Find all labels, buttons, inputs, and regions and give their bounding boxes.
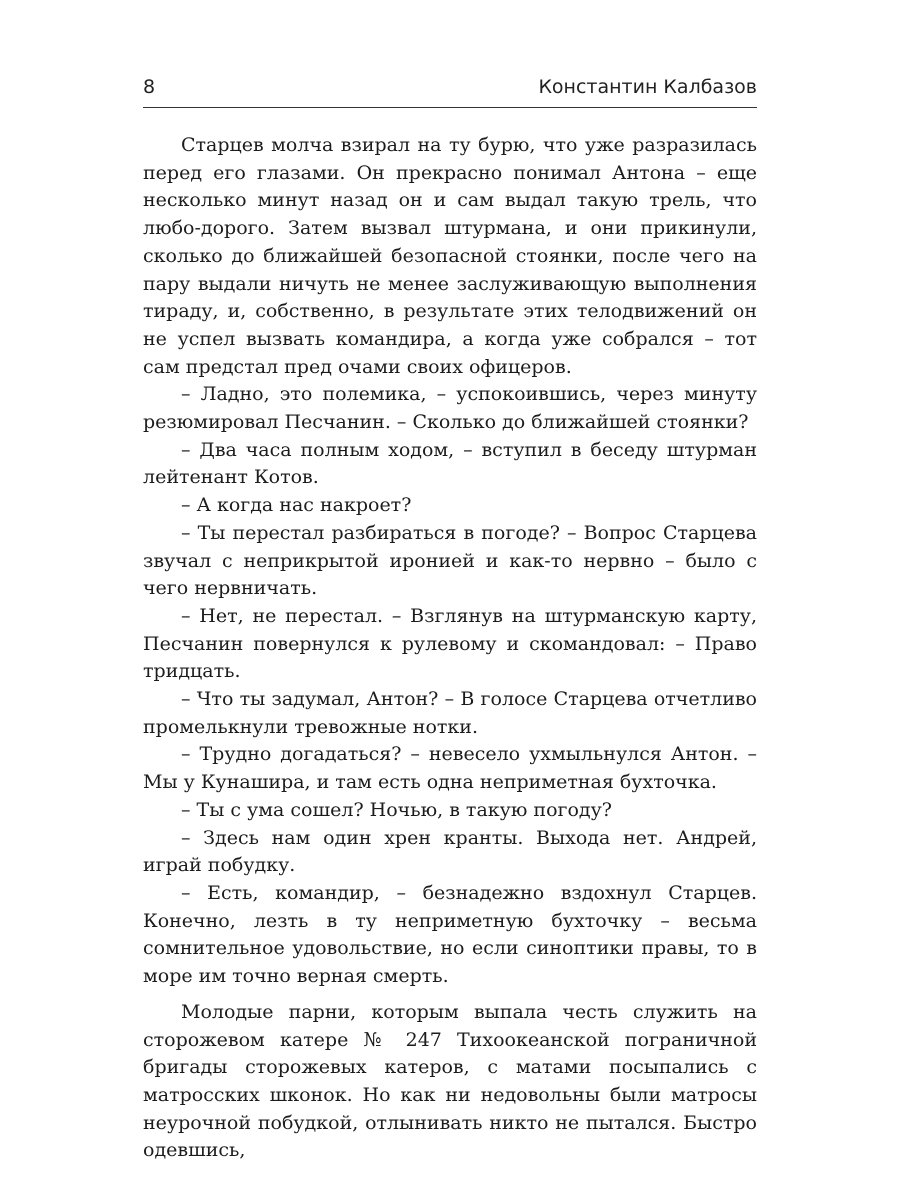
body-text <box>143 132 757 1165</box>
paragraph-6: – Нет, не перестал. – Взглянув на штурманскую карту, Песчанин повернулся к рулевому и скомандовал: – Право тридцать. <box>143 604 757 683</box>
paragraph-11: – Есть, командир, – безнадежно вздохнул Старцев. Конечно, лезть в ту неприметную бухточку – весьма сомнительное удовольствие, но если синоптики правы, то в море им точно верная смерть. <box>143 881 757 988</box>
paragraph-10: – Здесь нам один хрен кранты. Выхода нет. Андрей, играй побудку. <box>143 826 757 877</box>
page-number: 8 <box>143 76 156 98</box>
header-rule <box>143 107 757 108</box>
paragraph-3: – Два часа полным ходом, – вступил в беседу штурман лейтенант Котов. <box>143 438 757 489</box>
running-title-author: Константин Калбазов <box>538 76 757 98</box>
paragraph-7: – Что ты задумал, Антон? – В голосе Старцева отчетливо промелькнули тревожные нотки. <box>143 688 757 738</box>
paragraph-5: – Ты перестал разбираться в погоде? – Вопрос Старцева звучал с неприкрытой иронией и как-то нервно – было с чего нервничать. <box>143 521 757 600</box>
running-head <box>143 76 757 106</box>
paragraph-9: – Ты с ума сошел? Ночью, в такую погоду? <box>181 798 612 821</box>
paragraph-4: – А когда нас накроет? <box>181 494 412 517</box>
paragraph-12: Молодые парни, которым выпала честь служить на сторожевом катере № 247 Тихоокеанской пограничной бригады сторожевых катеров, с матами посыпались с матросских шконок. Но как ни недовольны были матросы неурочной побудкой, отлынивать никто не пытался. Быстро одевшись, <box>143 1000 757 1162</box>
paragraph-2: – Ладно, это полемика, – успокоившись, через минуту резюмировал Песчанин. – Сколько до ближайшей стоянки? <box>143 383 757 434</box>
paragraph-1: Старцев молча взирал на ту бурю, что уже разразилась перед его глазами. Он прекрасно понимал Антона – еще несколько минут назад он и сам выдал такую трель, что любо-дорого. Затем вызвал штурмана, и они прикинули, сколько до ближайшей безопасной стоянки, после чего на пару выдали ничуть не менее заслуживающую выполнения тираду, и, собственно, в результате этих телодвижений он не успел вызвать командира, а когда уже собрался – тот сам предстал пред очами своих офицеров. <box>143 134 757 378</box>
paragraph-8: – Трудно догадаться? – невесело ухмыльнулся Антон. – Мы у Кунашира, и там есть одна неприметная бухточка. <box>143 743 757 794</box>
